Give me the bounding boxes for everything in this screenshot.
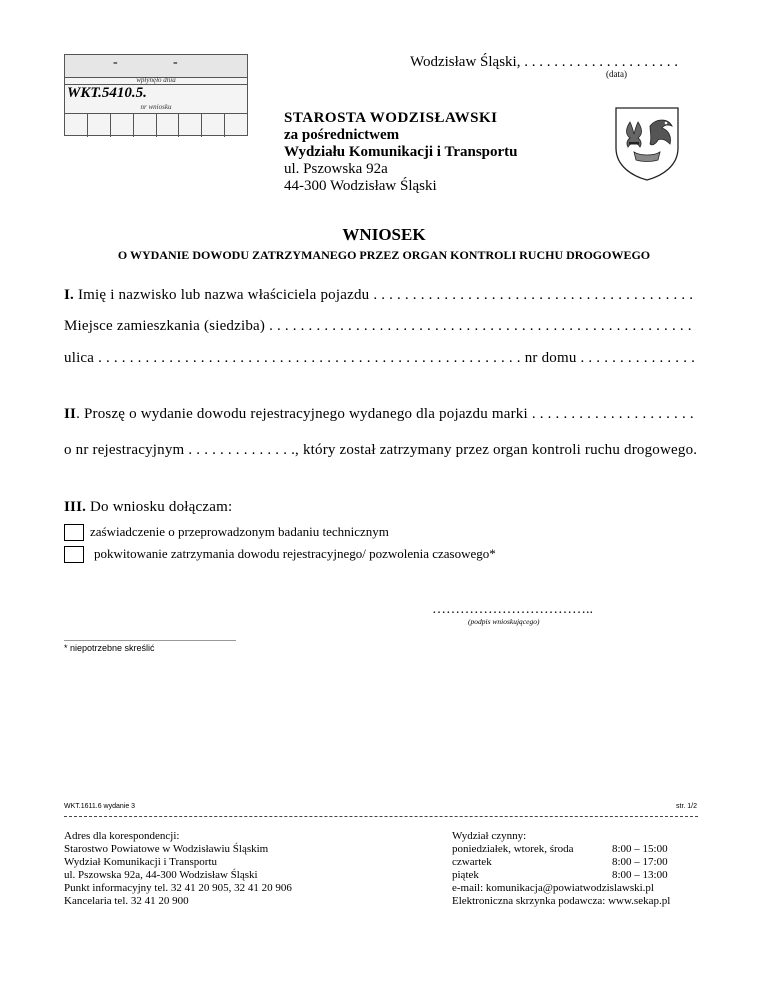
office-hours bbox=[452, 830, 670, 908]
page-number: str. 1/2 bbox=[676, 803, 698, 810]
addressee-city: 44-300 Wodzisław Śląski bbox=[284, 178, 437, 194]
correspondence-address bbox=[64, 830, 292, 908]
street-label: ulica bbox=[64, 350, 95, 366]
section-numeral: III. bbox=[64, 499, 87, 515]
hours-time: 8:00 – 13:00 bbox=[612, 869, 668, 881]
correspondence-line: Wydział Komunikacji i Transportu bbox=[64, 856, 218, 868]
city-name: Wodzisław Śląski, bbox=[410, 54, 521, 70]
attachments-label: Do wniosku dołączam: bbox=[90, 499, 233, 515]
request-text: . Proszę o wydanie dowodu rejestracyjnego wydanego dla pojazdu marki bbox=[76, 406, 528, 422]
place-date-line bbox=[410, 54, 678, 71]
addressee-via: za pośrednictwem bbox=[284, 127, 400, 143]
owner-name-label: Imię i nazwisko lub nazwa właściciela pojazdu bbox=[77, 287, 370, 303]
hours-time: 8:00 – 15:00 bbox=[612, 843, 668, 855]
form-version: WKT.1611.6 wydanie 3 bbox=[64, 803, 136, 810]
email-link[interactable]: e-mail: komunikacja@powiatwodzislawski.pl bbox=[452, 882, 654, 894]
registration-field[interactable]: . . . . . . . . . . . . . . bbox=[188, 442, 296, 458]
street-field[interactable]: . . . . . . . . . . . . . . . . . . . . . . . . . . . . . . . . . . . . . . . . . . . . . . . . . . . . . . bbox=[98, 350, 521, 366]
date-separator: - bbox=[173, 55, 178, 70]
epuap-link[interactable]: Elektroniczna skrzynka podawcza: www.sekap.pl bbox=[452, 895, 671, 907]
retention-receipt-label: pokwitowanie zatrzymania dowodu rejestracyjnego/ pozwolenia czasowego* bbox=[94, 546, 496, 561]
vehicle-brand-line bbox=[64, 406, 694, 423]
case-number-field[interactable] bbox=[65, 84, 247, 105]
hours-days: piątek bbox=[452, 869, 479, 881]
case-number-label: nr wniosku bbox=[140, 103, 172, 111]
date-field[interactable]: . . . . . . . . . . . . . . . . . . . . . bbox=[524, 54, 678, 70]
office-hours-heading: Wydział czynny: bbox=[452, 830, 527, 842]
residence-field[interactable]: . . . . . . . . . . . . . . . . . . . . . . . . . . . . . . . . . . . . . . . . . . . . . . . . . . . . . . bbox=[269, 318, 692, 334]
coat-of-arms-icon bbox=[612, 104, 682, 182]
correspondence-line: Kancelaria tel. 32 41 20 900 bbox=[64, 895, 189, 907]
residence-label: Miejsce zamieszkania (siedziba) bbox=[64, 318, 266, 334]
street-line bbox=[64, 350, 695, 367]
correspondence-heading: Adres dla korespondencji: bbox=[64, 830, 180, 842]
received-date-field[interactable] bbox=[65, 55, 247, 78]
hours-time: 8:00 – 17:00 bbox=[612, 856, 668, 868]
correspondence-line: Starostwo Powiatowe w Wodzisławiu Śląskim bbox=[64, 843, 269, 855]
signature-label: (podpis wnioskującego) bbox=[468, 617, 540, 626]
section-numeral: I. bbox=[64, 287, 74, 303]
addressee-department: Wydziału Komunikacji i Transportu bbox=[284, 144, 518, 160]
case-number-cells[interactable] bbox=[65, 113, 247, 137]
technical-inspection-label: zaświadczenie o przeprowadzonym badaniu technicznym bbox=[90, 524, 389, 539]
owner-name-field[interactable]: . . . . . . . . . . . . . . . . . . . . . . . . . . . . . . . . . . . . . . . . . bbox=[373, 287, 694, 303]
retention-receipt-checkbox[interactable] bbox=[64, 546, 84, 563]
case-number: WKT.5410.5. bbox=[67, 85, 147, 101]
section-numeral: II bbox=[64, 406, 77, 422]
registration-line bbox=[64, 442, 697, 459]
footer-divider bbox=[64, 816, 698, 817]
signature-field[interactable]: …………………………….. bbox=[432, 602, 593, 617]
registration-label: o nr rejestracyjnym bbox=[64, 442, 185, 458]
footnote: * niepotrzebne skreślić bbox=[64, 643, 155, 653]
received-label: wpłynęło dnia bbox=[136, 76, 176, 84]
footnote-divider bbox=[64, 640, 236, 641]
hours-row bbox=[452, 856, 670, 869]
vehicle-brand-field[interactable]: . . . . . . . . . . . . . . . . . . . . . bbox=[531, 406, 694, 422]
registration-text: , który został zatrzymany przez organ kontroli ruchu drogowego. bbox=[295, 442, 698, 458]
date-separator: - bbox=[113, 55, 118, 70]
addressee-street: ul. Pszowska 92a bbox=[284, 161, 388, 177]
residence-line bbox=[64, 318, 692, 335]
addressee-title: STAROSTA WODZISŁAWSKI bbox=[284, 110, 498, 126]
date-label: (data) bbox=[606, 69, 627, 79]
correspondence-line: ul. Pszowska 92a, 44-300 Wodzisław Śląski bbox=[64, 869, 258, 881]
addressee-block bbox=[284, 110, 518, 195]
hours-row bbox=[452, 869, 670, 882]
document-title: WNIOSEK bbox=[342, 225, 426, 244]
house-number-field[interactable]: . . . . . . . . . . . . . . . bbox=[580, 350, 696, 366]
correspondence-line: Punkt informacyjny tel. 32 41 20 905, 32 41 20 906 bbox=[64, 882, 292, 894]
hours-row bbox=[452, 843, 670, 856]
attachments-heading bbox=[64, 499, 232, 516]
owner-name-line bbox=[64, 287, 693, 304]
hours-days: czwartek bbox=[452, 856, 492, 868]
hours-days: poniedziałek, wtorek, środa bbox=[452, 843, 574, 855]
document-subtitle: O WYDANIE DOWODU ZATRZYMANEGO PRZEZ ORGAN KONTROLI RUCHU DROGOWEGO bbox=[117, 248, 651, 262]
technical-inspection-checkbox[interactable] bbox=[64, 524, 84, 541]
house-number-label: nr domu bbox=[524, 350, 577, 366]
registry-box bbox=[64, 54, 248, 136]
